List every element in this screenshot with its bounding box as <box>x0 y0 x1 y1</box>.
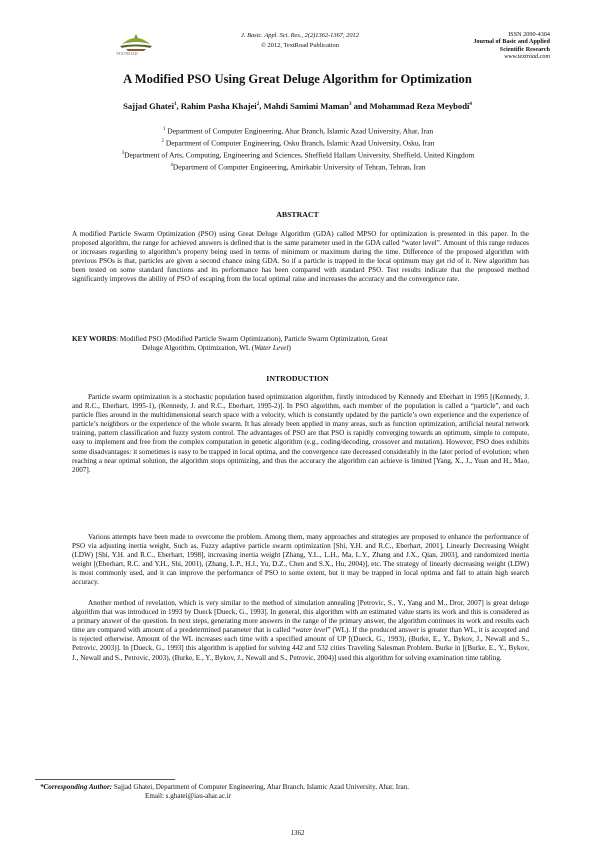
corresponding-author-label: *Corresponding Author: <box>40 783 113 791</box>
keywords-label: KEY WORDS <box>72 335 117 343</box>
paper-title: A Modified PSO Using Great Deluge Algorithm for Optimization <box>123 72 472 86</box>
journal-info <box>410 31 550 61</box>
affiliation-sup: 4 <box>170 162 173 168</box>
intro-paragraph-2: Various attempts have been made to overcome the problem. Among them, many approaches and strategies are proposed to enhance the performance of PSO via adjusting inertia weight, Such as, Fuzzy adaptive particle swarm optimization [Shi, Y.H. and R.C., Eberhart, 2001], Linearly Decreasing Weight (LDW) [Shi, Y.H. and R.C., Eberhart, 1998], increasing inertia weight [Zhang, Y.L., L.H., Ma, L.Y., Zhang and J.X., Qian, 2003], and randomized inertia weight [(Eberhart, R.C. and Y.H., Shi, 2001), (Zhang, L.P., H.J., Yu, D.Z., Chen and S.X., Hu, 2004)], etc. The strategy of linearly decreasing weight (LDW) is most commonly used, and it can improve the performance of PSO to some extent, but it may be trapped in local optima and fail to attain high search accuracy. <box>72 533 529 587</box>
logo-text: TEXTROAD <box>116 52 138 56</box>
affiliation-sup: 3 <box>121 150 125 156</box>
keywords-line2-text: Deluge Algorithm, Optimization, WL ( <box>142 344 255 353</box>
affiliation-text: Department of Computer Engineering, Ahar Branch, Islamic Azad University, Ahar, Iran <box>165 126 434 136</box>
keywords-line2 <box>72 344 529 353</box>
abstract-text: A modified Particle Swarm Optimization (PSO) using Great Deluge Algorithm (GDA) called MPSO for optimization is presented in this paper. In the proposed algorithm, the range for achieved answers is defined that is the same parameter used in the GDA called “water level”. Amount of this range reduces or increases regarding to algorithm’s property being used in terms of minimum or maximum during the time. Difference of the proposed algorithm with previous PSOs is that, particles are given a second chance using GDA. So if a particle is trapped in the local optimum may get rid of it. New algorithm has been tested on some standard functions and its performance has been compared with standard PSO. Test results indicate that the proposed method significantly improves the ability of PSO of escaping from the local optimal raise and increases the accuracy and the convergence rate. <box>72 230 529 284</box>
author-sup: 4 <box>469 102 472 108</box>
affiliation-sup: 1 <box>162 127 166 132</box>
intro-p3-text-b: ” (WL). If the produced answer is greater than WL, it is accepted and is rejected otherwise. Amount of the WL increases each time with a specified amount of UP [(Dueck, G., 1993), (Burke, E., Y., Bykov, J., Newall and S., Petrovic, 2003)]. In [Dueck, G., 1993] this algorithm is applied for solving 442 and 532 cities Traveling Salesman Problem. Burke in [(Burke, E., Y., Bykov, J., Newall and S., Petrovic, 2003), (Burke, E., Y., Bykov, J., Newall and S., Petrovic, 2004)] used this algorithm for solving examination time tabling. <box>72 626 529 662</box>
journal-url: www.textroad.com <box>504 53 550 61</box>
keywords <box>72 335 529 353</box>
author-sup: 1 <box>173 102 177 108</box>
affiliation <box>78 137 518 149</box>
intro-p3-text-a: Another method of revelation, which is very similar to the method of simulation annealing [Petrovic, S., Y., Yang and M., Dror, 2007] is great deluge algorithm that was introduced in 1993 by Dueck [Dueck, G., 1993]. In general, this algorithm with an estimated value starts its work and this is considered as a primary answer of the question. In next steps, generating more answers in the range of the primary answer, the algorithm continues its work and results each time are compared with amount of a predetermined parameter that is called “ <box>72 599 529 635</box>
affiliation-text: Department of Computer Engineering, Amirkabir University of Tehran, Tehran, Iran <box>172 162 426 172</box>
author-name: Rahim Pasha Khajei <box>180 101 257 111</box>
affiliation-text: Department of Arts, Computing, Engineering and Sciences, Sheffield Hallam University, Sheffield, United Kingdom <box>124 150 475 160</box>
keywords-emphasis: Water Level <box>254 344 289 353</box>
journal-name-line2: Scientific Research <box>499 45 550 53</box>
keywords-line2-end: ) <box>288 344 291 353</box>
page-number: 1362 <box>290 829 305 837</box>
introduction-heading: INTRODUCTION <box>266 374 329 383</box>
issn: ISSN 2090-4304 <box>508 31 550 38</box>
affiliation <box>78 149 518 161</box>
citation: J. Basic. Appl. Sci. Res., 2(2)1362-1367, 2012 <box>241 32 359 39</box>
footnote-divider <box>35 779 175 780</box>
author-name: Sajjad Ghatei <box>123 101 174 111</box>
copyright: © 2012, TextRoad Publication <box>261 42 339 49</box>
author-list: Sajjad Ghatei$^1$, Rahim Pasha Khajei$^2$, Mahdi Samimi Maman$^3$ and Mohammad Reza Meybodi$^4$ <box>123 101 472 111</box>
intro-p3-emphasis: water level <box>295 626 328 635</box>
journal-header <box>175 31 425 51</box>
author-name: Mohammad Reza Meybodi <box>369 101 470 111</box>
corresponding-author-text: Sajjad Ghatei, Department of Computer Engineering, Ahar Branch, Islamic Azad University, Ahar, Iran. <box>112 783 409 791</box>
affiliation-sup: 2 <box>161 138 164 144</box>
affiliation-list <box>78 125 518 173</box>
corresponding-author <box>40 783 555 801</box>
keywords-line1: : Modified PSO (Modified Particle Swarm Optimization), Particle Swarm Optimization, Great <box>116 335 388 343</box>
intro-paragraph-3 <box>72 599 529 663</box>
author-sup: 2 <box>256 102 260 108</box>
journal-name-line1: Journal of Basic and Applied <box>473 38 550 46</box>
intro-paragraph-1: Particle swarm optimization is a stochastic population based optimization algorithm, firstly introduced by Kennedy and Eberhart in 1995 [(Kennedy, J. and R.C., Eberhart, 1995-1), (Kennedy, J. and R.C., Eberhart, 1995-2)]. In PSO algorithm, each member of the population is called a “particle”, and each particle flies around in the multidimensional search space with a velocity, which is constantly updated by the particle’s own experience and the experience of particle’s neighbors or the experience of the whole swarm. It has already been applied in many areas, such as function optimization, artificial neural network training, pattern classification and fuzzy system control. The advantages of PSO are that PSO is rapidly converging towards an optimum, simple to compute, easy to implement and free from the complex computation in genetic algorithm (e.g., coding/decoding, crossover and mutation). However, PSO does exhibits some disadvantages: it sometimes is easy to be trapped in local optima, and the convergence rate decreased considerably in the later period of evolution; when reaching a near optimal solution, the algorithm stops optimizing, and thus the accuracy the algorithm can achieve is limited [Yang, X., J., Yuan and H., Mao, 2007]. <box>72 393 529 474</box>
corresponding-email: Email: s.ghatei@iau-ahar.ac.ir <box>145 792 232 801</box>
affiliation <box>78 161 518 173</box>
affiliation <box>78 125 518 137</box>
author-name: Mahdi Samimi Maman <box>263 101 349 111</box>
author-sup: 3 <box>348 102 352 108</box>
affiliation-text: Department of Computer Engineering, Osku Branch, Islamic Azad University, Osku, Iran <box>164 138 435 148</box>
abstract-heading: ABSTRACT <box>276 210 319 219</box>
